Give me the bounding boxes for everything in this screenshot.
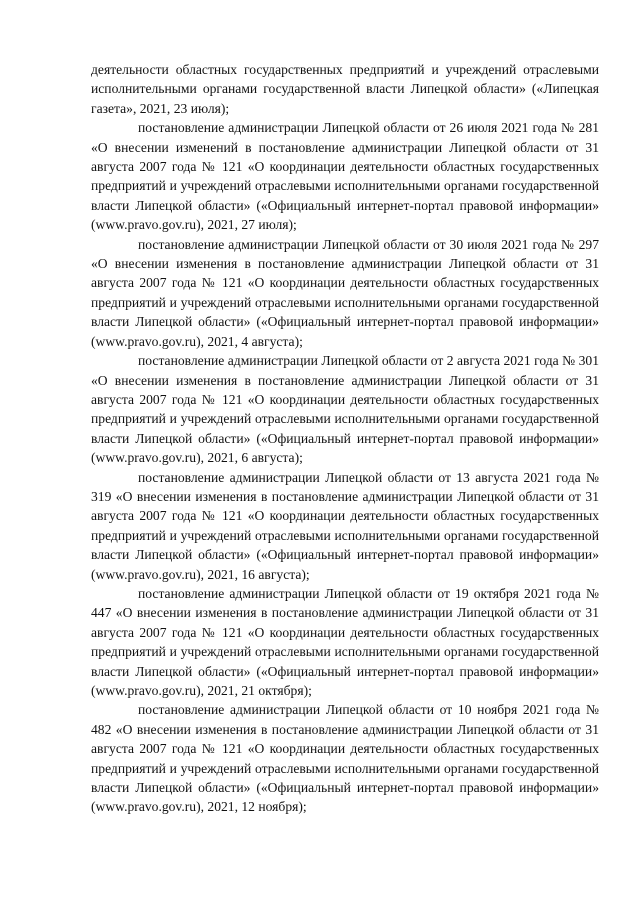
paragraph-continuation: деятельности областных государственных предприятий и учреждений отраслевыми исполнительными органами государственной власти Липецкой области» («Липецкая газета», 2021, 23 июля); xyxy=(91,62,599,116)
paragraph-resolution-319: постановление администрации Липецкой области от 13 августа 2021 года № 319 «О внесении изменения в постановление администрации Липецкой области от 31 августа 2007 года № 121 «О координации деятельности областных государственных предприятий и учреждений отраслевыми исполнительными органами государственной власти Липецкой области» («Официальный интернет-портал правовой информации» (www.pravo.gov.ru), 2021, 16 августа); xyxy=(91,469,599,582)
paragraph-resolution-482: постановление администрации Липецкой области от 10 ноября 2021 года № 482 «О внесении изменения в постановление администрации Липецкой области от 31 августа 2007 года № 121 «О координации деятельности областных государственных предприятий и учреждений отраслевыми исполнительными органами государственной власти Липецкой области» («Официальный интернет-портал правовой информации» (www.pravo.gov.ru), 2021, 12 ноября); xyxy=(91,702,599,815)
document-page xyxy=(91,60,599,817)
paragraph-resolution-281: постановление администрации Липецкой области от 26 июля 2021 года № 281 «О внесении изменений в постановление администрации Липецкой области от 31 августа 2007 года № 121 «О координации деятельности областных государственных предприятий и учреждений отраслевыми исполнительными органами государственной власти Липецкой области» («Официальный интернет-портал правовой информации» (www.pravo.gov.ru), 2021, 27 июля); xyxy=(91,120,599,233)
paragraph-resolution-447: постановление администрации Липецкой области от 19 октября 2021 года № 447 «О внесении изменения в постановление администрации Липецкой области от 31 августа 2007 года № 121 «О координации деятельности областных государственных предприятий и учреждений отраслевыми исполнительными органами государственной власти Липецкой области» («Официальный интернет-портал правовой информации» (www.pravo.gov.ru), 2021, 21 октября); xyxy=(91,585,599,698)
paragraph-resolution-301: постановление администрации Липецкой области от 2 августа 2021 года № 301 «О внесении изменения в постановление администрации Липецкой области от 31 августа 2007 года № 121 «О координации деятельности областных государственных предприятий и учреждений отраслевыми исполнительными органами государственной власти Липецкой области» («Официальный интернет-портал правовой информации» (www.pravo.gov.ru), 2021, 6 августа); xyxy=(91,353,599,466)
paragraph-resolution-297: постановление администрации Липецкой области от 30 июля 2021 года № 297 «О внесении изменения в постановление администрации Липецкой области от 31 августа 2007 года № 121 «О координации деятельности областных государственных предприятий и учреждений отраслевыми исполнительными органами государственной власти Липецкой области» («Официальный интернет-портал правовой информации» (www.pravo.gov.ru), 2021, 4 августа); xyxy=(91,236,599,349)
